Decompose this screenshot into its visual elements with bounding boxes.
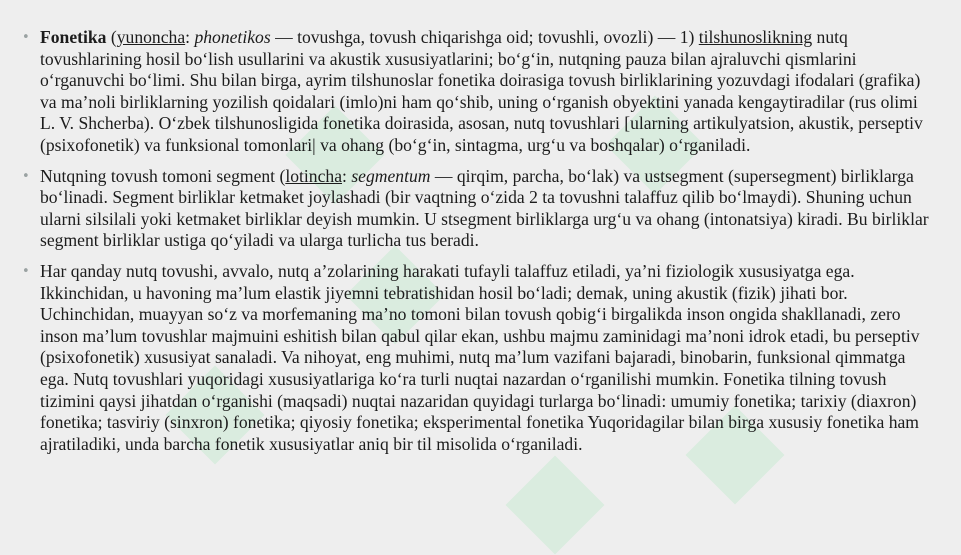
text-run: nutq tovushlarining hosil bo‘lish usullarini va akustik xususiyatlarini; bo‘g‘in, nutqning pauza bilan ajraluvchi qismlarini o‘rganuvchi bo‘limi. Shu bilan birga, ayrim tilshunoslar fonetika doirasiga tovush birliklarining yozuvdagi ifodalari (grafika) va ma’noli birliklarning yozilish qoidalari (imlo)ni ham qo‘shib, uning o‘rganish obyektini yanada kengaytiradilar (rus olimi L. V. Shcherba). O‘zbek tilshunosligida fonetika doirasida, asosan, nutq tovushlari [ularning artikulyatsion, akustik, perseptiv (psixofonetik) va funksional tomonlari| va ohang (bo‘g‘in, sintagma, urg‘u va boshqalar) o‘rganiladi.: [40, 27, 923, 155]
link-lotincha[interactable]: lotincha: [285, 165, 343, 186]
text-run: Har qanday nutq tovushi, avvalo, nutq a’zolarining harakati tufayli talaffuz etiladi, ya’ni fiziologik xususiyatga ega. Ikkinchidan, u havoning ma’lum elastik jiyemni tebratishidan hosil bo‘ladi; demak, uning akustik (fizik) jihati bor. Uchinchidan, muayyan so‘z va morfemaning ma’no tomoni bilan tovush qobig‘i birgalikda inson ongida shakllanadi, zero inson ma’lum tovushlar majmuini eshitish bilan qabul qilar ekan, ushbu majmu zaminidagi ma’noni idrok etadi, bu perseptiv (psixofonetik) xususiyat sanaladi. Va nihoyat, eng muhimi, nutq ma’lum vazifani bajaradi, binobarin, funksional qimmatga ega. Nutq tovushlari yuqoridagi xususiyatlariga ko‘ra turli nuqtai nazardan o‘rganilishi mumkin. Fonetika tilning tovush tizimini qaysi jihatdan o‘rganishi (maqsadi) nuqtai nazaridan quyidagi turlarga bo‘linadi: umumiy fonetika; tarixiy (diaxron) fonetika; tasviriy (sinxron) fonetika; qiyosiy fonetika; eksperimental fonetika Yuqoridagilar bilan birga xususiy fonetika ham ajratiladiki, unda barcha fonetik xususiyatlar aniq bir til misolida o‘rganiladi.: [40, 260, 920, 454]
text-run: — tovushga, tovush chiqarishga oid; tovushli, ovozli) — 1): [270, 27, 699, 47]
text-run: (: [106, 27, 117, 47]
term-segmentum: segmentum: [351, 165, 431, 186]
paragraph-text: [40, 261, 931, 455]
text-run: — qirqim, parcha, bo‘lak) va ustsegment (supersegment) birliklarga bo‘linadi. Segment birliklar ketmaket joylashadi (bir vaqtning o‘zida 2 ta tovushni talaffuz qilib bo‘lmaydi). Shuning uchun ularni silsilali yoki ketmaket birliklar deyish mumkin. U stsegment birliklarga urg‘u va ohang (intonatsiya) kiradi. Bu birliklar segment birliklar ustiga qo‘yiladi va ularga turlicha tus beradi.: [40, 165, 929, 251]
paragraph-fonetika: [22, 27, 931, 157]
paragraph-nutq-tovushi: [22, 261, 931, 455]
bullet-icon: •: [22, 30, 30, 45]
paragraph-text: [40, 166, 931, 252]
bullet-icon: •: [22, 263, 30, 279]
term-fonetika: Fonetika: [40, 27, 107, 47]
link-tilshunoslikning[interactable]: tilshunoslikning: [698, 27, 813, 47]
text-run: :: [342, 165, 352, 186]
paragraph-segment: [22, 166, 931, 252]
link-yunoncha[interactable]: yunoncha: [116, 27, 186, 47]
bullet-icon: •: [22, 168, 30, 184]
paragraph-text: [40, 27, 931, 157]
term-phonetikos: phonetikos: [194, 27, 271, 47]
text-run: :: [185, 27, 195, 47]
text-run: Nutqning tovush tomoni segment (: [40, 165, 286, 186]
